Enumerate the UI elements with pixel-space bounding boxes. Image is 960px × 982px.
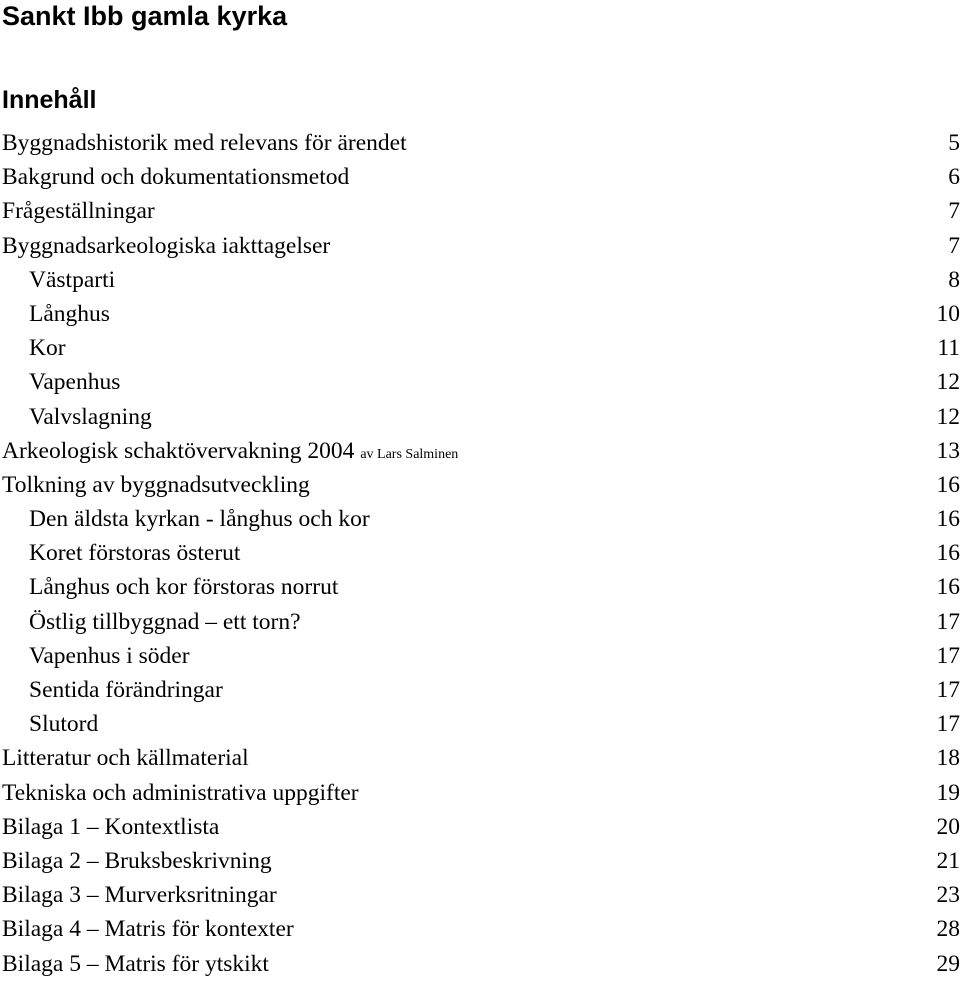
- toc-entry-label: Byggnadshistorik med relevans för ärendet: [2, 130, 407, 156]
- toc-entry-label: Bilaga 3 – Murverksritningar: [2, 882, 277, 909]
- toc-entry-label: Vapenhus: [29, 369, 121, 396]
- toc-entry[interactable]: [0, 878, 960, 912]
- toc-entry[interactable]: [0, 331, 960, 365]
- toc-entry[interactable]: [0, 434, 960, 468]
- toc-entry-label: Östlig tillbyggnad – ett torn?: [29, 608, 301, 635]
- toc-entry[interactable]: [0, 194, 960, 228]
- toc-entry-label: Den äldsta kyrkan - långhus och kor: [29, 506, 370, 533]
- toc-entry-page-number: 29: [936, 950, 960, 977]
- toc-entry-page-number: 19: [936, 779, 960, 806]
- toc-entry[interactable]: [0, 263, 960, 297]
- document-title: Sankt Ibb gamla kyrka: [2, 1, 288, 31]
- toc-entry-page-number: 6: [948, 164, 960, 191]
- toc-entry-page-number: 16: [936, 506, 960, 533]
- toc-entry-label: Koret förstoras österut: [29, 540, 241, 567]
- toc-entry[interactable]: [0, 297, 960, 331]
- toc-entry[interactable]: [0, 570, 960, 604]
- toc-entry-page-number: 16: [936, 540, 960, 567]
- toc-entry-page-number: 17: [936, 677, 960, 703]
- toc-entry-page-number: 12: [936, 403, 960, 430]
- toc-entry-label: Sentida förändringar: [29, 677, 223, 703]
- toc-entry[interactable]: [0, 468, 960, 502]
- toc-entry[interactable]: [0, 912, 960, 946]
- toc-entry[interactable]: [0, 810, 960, 844]
- toc-entry[interactable]: [0, 605, 960, 639]
- toc-entry[interactable]: [0, 707, 960, 741]
- toc-entry-label: Kor: [29, 335, 66, 362]
- toc-entry-page-number: 13: [936, 437, 960, 464]
- toc-entry-page-number: 7: [948, 232, 960, 259]
- toc-entry[interactable]: [0, 126, 960, 160]
- toc-entry-label: Frågeställningar: [2, 198, 155, 225]
- toc-entry[interactable]: [0, 400, 960, 434]
- toc-entry-page-number: 8: [948, 266, 960, 293]
- toc-entry-page-number: 21: [936, 847, 960, 874]
- toc-entry-label: Bilaga 5 – Matris för ytskikt: [2, 950, 269, 977]
- toc-entry-label: Bakgrund och dokumentationsmetod: [2, 164, 350, 191]
- toc-entry-label: Västparti: [29, 266, 116, 293]
- toc-entry-page-number: 18: [936, 745, 960, 772]
- toc-entry-author-note: av Lars Salminen: [360, 446, 459, 462]
- toc-entry-page-number: 17: [936, 608, 960, 635]
- toc-entry[interactable]: [0, 536, 960, 570]
- toc-entry[interactable]: [0, 502, 960, 536]
- toc-entry-page-number: 7: [948, 198, 960, 225]
- toc-entry-page-number: 16: [936, 471, 960, 498]
- toc-entry-page-number: 20: [936, 813, 960, 840]
- toc-entry-label: Tekniska och administrativa uppgifter: [2, 779, 359, 806]
- toc-entry-label: Arkeologisk schaktövervakning 2004: [2, 437, 355, 464]
- toc-entry-page-number: 11: [937, 335, 960, 362]
- toc-entry-label: Bilaga 4 – Matris för kontexter: [2, 916, 294, 943]
- toc-entry-page-number: 23: [936, 882, 960, 909]
- toc-entry[interactable]: [0, 741, 960, 775]
- toc-entry[interactable]: [0, 844, 960, 878]
- toc-entry[interactable]: [0, 776, 960, 810]
- toc-entry[interactable]: [0, 160, 960, 194]
- toc-entry-page-number: 28: [936, 916, 960, 943]
- toc-entry-label: Vapenhus i söder: [29, 642, 190, 669]
- toc-entry-page-number: 17: [936, 711, 960, 738]
- toc-entry[interactable]: [0, 673, 960, 707]
- toc-entry-label: Slutord: [29, 711, 99, 738]
- toc-entry-page-number: 12: [936, 369, 960, 396]
- toc-entry-label: Bilaga 2 – Bruksbeskrivning: [2, 847, 272, 874]
- toc-entry[interactable]: [0, 639, 960, 673]
- toc-entry-label: Litteratur och källmaterial: [2, 745, 249, 772]
- toc-entry-label: Långhus: [29, 300, 110, 327]
- toc-entry[interactable]: [0, 947, 960, 981]
- toc-entry-page-number: 10: [936, 300, 960, 327]
- toc-entry-page-number: 5: [948, 130, 960, 156]
- toc-entry[interactable]: [0, 365, 960, 399]
- toc-entry-label: Långhus och kor förstoras norrut: [29, 574, 339, 601]
- toc-entry-page-number: 16: [936, 574, 960, 601]
- toc-entry-label: Tolkning av byggnadsutveckling: [2, 471, 310, 498]
- toc-entry-label: Valvslagning: [29, 403, 152, 430]
- table-of-contents: [0, 126, 960, 981]
- toc-heading: Innehåll: [2, 86, 97, 114]
- toc-entry-label: Byggnadsarkeologiska iakttagelser: [2, 232, 331, 259]
- toc-entry-page-number: 17: [936, 642, 960, 669]
- toc-entry-label: Bilaga 1 – Kontextlista: [2, 813, 220, 840]
- toc-entry[interactable]: [0, 229, 960, 263]
